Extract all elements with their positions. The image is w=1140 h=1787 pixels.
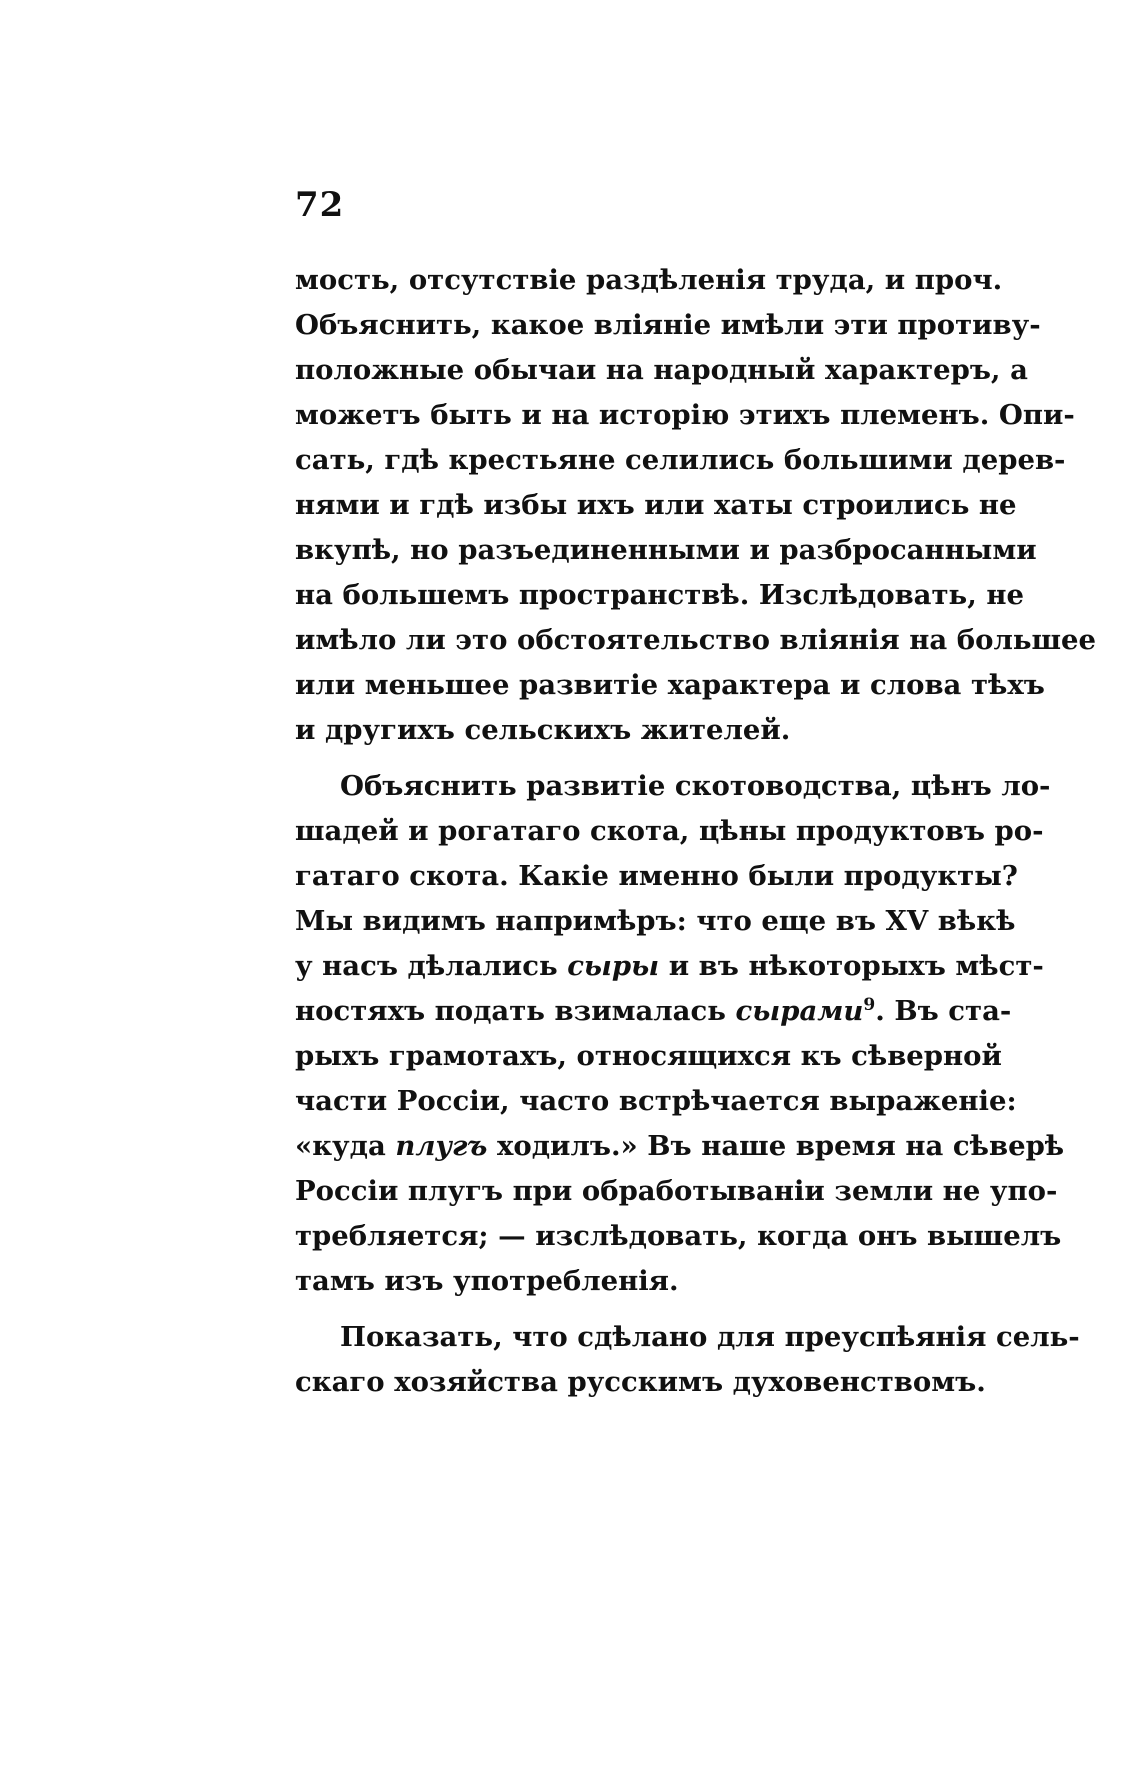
text-run: вкупѣ, но разъединенными и разбросанными [295,534,1037,566]
text-line [295,989,1012,1034]
text-run: . Въ ста- [875,995,1012,1027]
text-run: имѣло ли это обстоятельство вліянія на большее [295,624,1097,656]
text-line [295,618,1097,663]
text-line [295,528,1037,573]
text-run: и другихъ сельскихъ жителей. [295,714,791,746]
paragraph [295,1315,1080,1405]
paragraph [295,764,1065,1304]
text-line [295,1169,1058,1214]
text-run: на большемъ пространствѣ. Изслѣдовать, не [295,579,1024,611]
page-number: 72 [295,185,345,225]
text-line [295,258,1003,303]
text-line [295,663,1045,708]
text-run: Показать, что сдѣлано для преуспѣянія сель- [340,1321,1080,1353]
text-run: у насъ дѣлались [295,950,568,982]
text-run: ностяхъ подать взималась [295,995,736,1027]
text-line [295,1259,985,1304]
text-run: «куда [295,1130,396,1162]
footnote-marker: 9 [863,994,876,1015]
text-line [295,1124,1065,1169]
text-run: Мы видимъ напримѣръ: что еще въ XV вѣкѣ [295,905,1016,937]
text-line [295,1360,985,1405]
text-line [295,483,1017,528]
text-line [295,303,1041,348]
text-run: сырами [735,995,864,1027]
text-run: нями и гдѣ избы ихъ или хаты строились не [295,489,1017,521]
text-line [295,573,1024,618]
text-run: требляется; — изслѣдовать, когда онъ вышелъ [295,1220,1062,1252]
text-line [295,899,1016,944]
text-line [295,1214,1062,1259]
text-line [295,1079,1017,1124]
text-line [295,1034,1002,1079]
text-run: можетъ быть и на исторію этихъ племенъ. Опи- [295,399,1075,431]
text-line [295,708,985,753]
text-line [295,393,1075,438]
text-run: сыры [567,950,660,982]
text-run: ходилъ.» Въ наше время на сѣверѣ [487,1130,1065,1162]
text-run: скаго хозяйства русскимъ духовенствомъ. [295,1366,986,1398]
text-run: рыхъ грамотахъ, относящихся къ сѣверной [295,1040,1002,1072]
text-run: положные обычаи на народный характеръ, а [295,354,1028,386]
text-line [295,809,1044,854]
text-line [295,944,1044,989]
text-run: гатаго скота. Какіе именно были продукты? [295,860,1018,892]
text-line [295,348,1028,393]
text-run: Объяснить развитіе скотоводства, цѣнъ ло- [340,770,1051,802]
text-line [295,854,1018,899]
text-run: части Россіи, часто встрѣчается выраженіе: [295,1085,1017,1117]
text-run: плугъ [395,1130,488,1162]
body-text [295,258,1097,1416]
text-run: Объяснить, какое вліяніе имѣли эти противу- [295,309,1041,341]
text-run: сать, гдѣ крестьяне селились большими дерев- [295,444,1066,476]
text-run: и въ нѣкоторыхъ мѣст- [659,950,1044,982]
paragraph [295,258,1097,753]
text-run: шадей и рогатаго скота, цѣны продуктовъ ро- [295,815,1044,847]
text-line [295,764,1051,809]
text-run: тамъ изъ употребленія. [295,1265,679,1297]
text-line [295,1315,1080,1360]
text-run: мость, отсутствіе раздѣленія труда, и проч. [295,264,1003,296]
text-line [295,438,1066,483]
text-run: или меньшее развитіе характера и слова тѣхъ [295,669,1045,701]
text-run: Россіи плугъ при обработываніи земли не упо- [295,1175,1058,1207]
